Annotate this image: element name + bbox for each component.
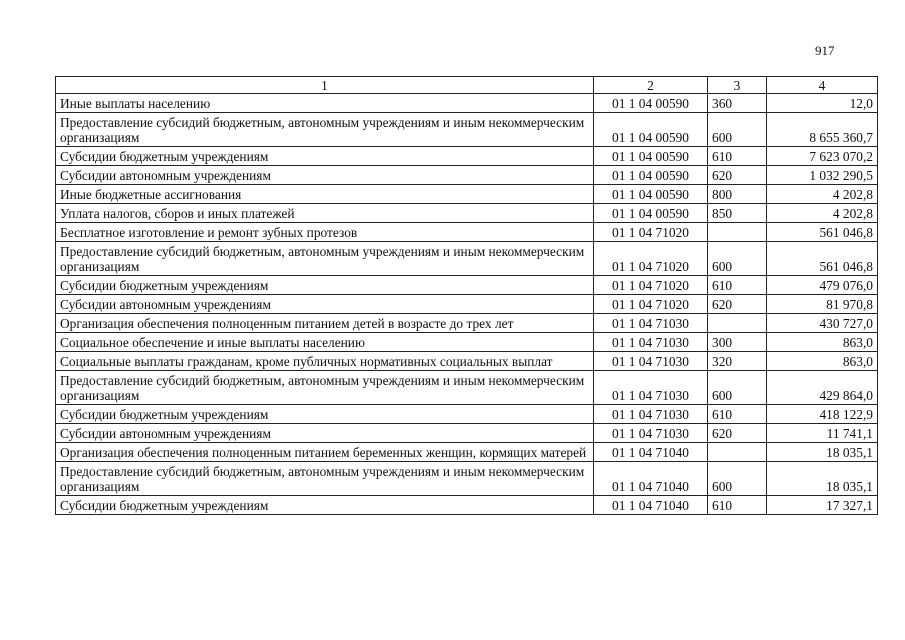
row-expense-type-cell: 850	[708, 204, 767, 223]
table-row	[56, 496, 878, 515]
header-col-2: 2	[594, 77, 708, 94]
row-code-cell: 01 1 04 71040	[594, 496, 708, 515]
row-code-cell: 01 1 04 71030	[594, 352, 708, 371]
row-code-cell: 01 1 04 71030	[594, 424, 708, 443]
row-expense-type-cell: 610	[708, 276, 767, 295]
row-name-cell: Предоставление субсидий бюджетным, автономным учреждениям и иным некоммерческим организациям	[56, 242, 594, 276]
table-row	[56, 276, 878, 295]
table-row	[56, 147, 878, 166]
row-sum-cell: 863,0	[767, 333, 878, 352]
row-name-cell: Предоставление субсидий бюджетным, автономным учреждениям и иным некоммерческим организациям	[56, 462, 594, 496]
row-expense-type-cell: 600	[708, 242, 767, 276]
table-row	[56, 223, 878, 242]
table-row	[56, 113, 878, 147]
header-col-3: 3	[708, 77, 767, 94]
row-name-cell: Социальное обеспечение и иные выплаты населению	[56, 333, 594, 352]
row-sum-cell: 418 122,9	[767, 405, 878, 424]
table-row	[56, 166, 878, 185]
row-sum-cell: 7 623 070,2	[767, 147, 878, 166]
row-code-cell: 01 1 04 00590	[594, 147, 708, 166]
row-code-cell: 01 1 04 71030	[594, 314, 708, 333]
row-expense-type-cell: 320	[708, 352, 767, 371]
table-body	[56, 94, 878, 515]
row-sum-cell: 12,0	[767, 94, 878, 113]
row-name-cell: Организация обеспечения полноценным питанием детей в возрасте до трех лет	[56, 314, 594, 333]
row-name-cell: Уплата налогов, сборов и иных платежей	[56, 204, 594, 223]
row-sum-cell: 17 327,1	[767, 496, 878, 515]
table-row	[56, 462, 878, 496]
row-sum-cell: 81 970,8	[767, 295, 878, 314]
table-row	[56, 94, 878, 113]
table-header	[56, 77, 878, 94]
row-sum-cell: 11 741,1	[767, 424, 878, 443]
row-name-cell: Субсидии бюджетным учреждениям	[56, 147, 594, 166]
table-row	[56, 405, 878, 424]
table-row	[56, 371, 878, 405]
row-expense-type-cell	[708, 443, 767, 462]
table-row	[56, 295, 878, 314]
header-col-1: 1	[56, 77, 594, 94]
row-expense-type-cell: 360	[708, 94, 767, 113]
row-sum-cell: 561 046,8	[767, 242, 878, 276]
table-row	[56, 352, 878, 371]
row-code-cell: 01 1 04 00590	[594, 94, 708, 113]
row-sum-cell: 479 076,0	[767, 276, 878, 295]
row-code-cell: 01 1 04 71030	[594, 333, 708, 352]
row-expense-type-cell: 600	[708, 371, 767, 405]
table-row	[56, 314, 878, 333]
row-expense-type-cell: 800	[708, 185, 767, 204]
row-sum-cell: 429 864,0	[767, 371, 878, 405]
row-name-cell: Иные выплаты населению	[56, 94, 594, 113]
header-col-4: 4	[767, 77, 878, 94]
budget-table	[55, 76, 878, 515]
row-code-cell: 01 1 04 71020	[594, 276, 708, 295]
row-code-cell: 01 1 04 71020	[594, 223, 708, 242]
row-sum-cell: 18 035,1	[767, 462, 878, 496]
row-name-cell: Субсидии автономным учреждениям	[56, 424, 594, 443]
row-sum-cell: 4 202,8	[767, 204, 878, 223]
row-code-cell: 01 1 04 71020	[594, 242, 708, 276]
row-code-cell: 01 1 04 00590	[594, 113, 708, 147]
row-sum-cell: 430 727,0	[767, 314, 878, 333]
row-expense-type-cell: 620	[708, 424, 767, 443]
row-name-cell: Предоставление субсидий бюджетным, автономным учреждениям и иным некоммерческим организациям	[56, 371, 594, 405]
row-code-cell: 01 1 04 00590	[594, 185, 708, 204]
row-expense-type-cell: 600	[708, 113, 767, 147]
row-code-cell: 01 1 04 00590	[594, 166, 708, 185]
table-row	[56, 424, 878, 443]
row-expense-type-cell: 610	[708, 147, 767, 166]
table-row	[56, 443, 878, 462]
row-name-cell: Организация обеспечения полноценным питанием беременных женщин, кормящих матерей	[56, 443, 594, 462]
row-sum-cell: 8 655 360,7	[767, 113, 878, 147]
row-code-cell: 01 1 04 71040	[594, 443, 708, 462]
table-row	[56, 333, 878, 352]
row-sum-cell: 863,0	[767, 352, 878, 371]
row-sum-cell: 4 202,8	[767, 185, 878, 204]
row-code-cell: 01 1 04 71040	[594, 462, 708, 496]
table-row	[56, 242, 878, 276]
row-name-cell: Субсидии бюджетным учреждениям	[56, 405, 594, 424]
table-row	[56, 185, 878, 204]
row-name-cell: Субсидии автономным учреждениям	[56, 166, 594, 185]
row-expense-type-cell: 610	[708, 496, 767, 515]
row-expense-type-cell: 600	[708, 462, 767, 496]
header-row	[56, 77, 878, 94]
row-expense-type-cell	[708, 314, 767, 333]
row-code-cell: 01 1 04 00590	[594, 204, 708, 223]
row-code-cell: 01 1 04 71030	[594, 371, 708, 405]
row-code-cell: 01 1 04 71030	[594, 405, 708, 424]
page-number: 917	[815, 43, 835, 58]
row-name-cell: Субсидии бюджетным учреждениям	[56, 276, 594, 295]
row-name-cell: Субсидии бюджетным учреждениям	[56, 496, 594, 515]
row-expense-type-cell: 300	[708, 333, 767, 352]
row-name-cell: Субсидии автономным учреждениям	[56, 295, 594, 314]
row-expense-type-cell: 620	[708, 166, 767, 185]
row-code-cell: 01 1 04 71020	[594, 295, 708, 314]
row-name-cell: Социальные выплаты гражданам, кроме публичных нормативных социальных выплат	[56, 352, 594, 371]
row-name-cell: Предоставление субсидий бюджетным, автономным учреждениям и иным некоммерческим организациям	[56, 113, 594, 147]
row-expense-type-cell: 620	[708, 295, 767, 314]
row-sum-cell: 561 046,8	[767, 223, 878, 242]
row-expense-type-cell: 610	[708, 405, 767, 424]
row-name-cell: Иные бюджетные ассигнования	[56, 185, 594, 204]
table-row	[56, 204, 878, 223]
row-sum-cell: 18 035,1	[767, 443, 878, 462]
row-sum-cell: 1 032 290,5	[767, 166, 878, 185]
row-name-cell: Бесплатное изготовление и ремонт зубных протезов	[56, 223, 594, 242]
row-expense-type-cell	[708, 223, 767, 242]
